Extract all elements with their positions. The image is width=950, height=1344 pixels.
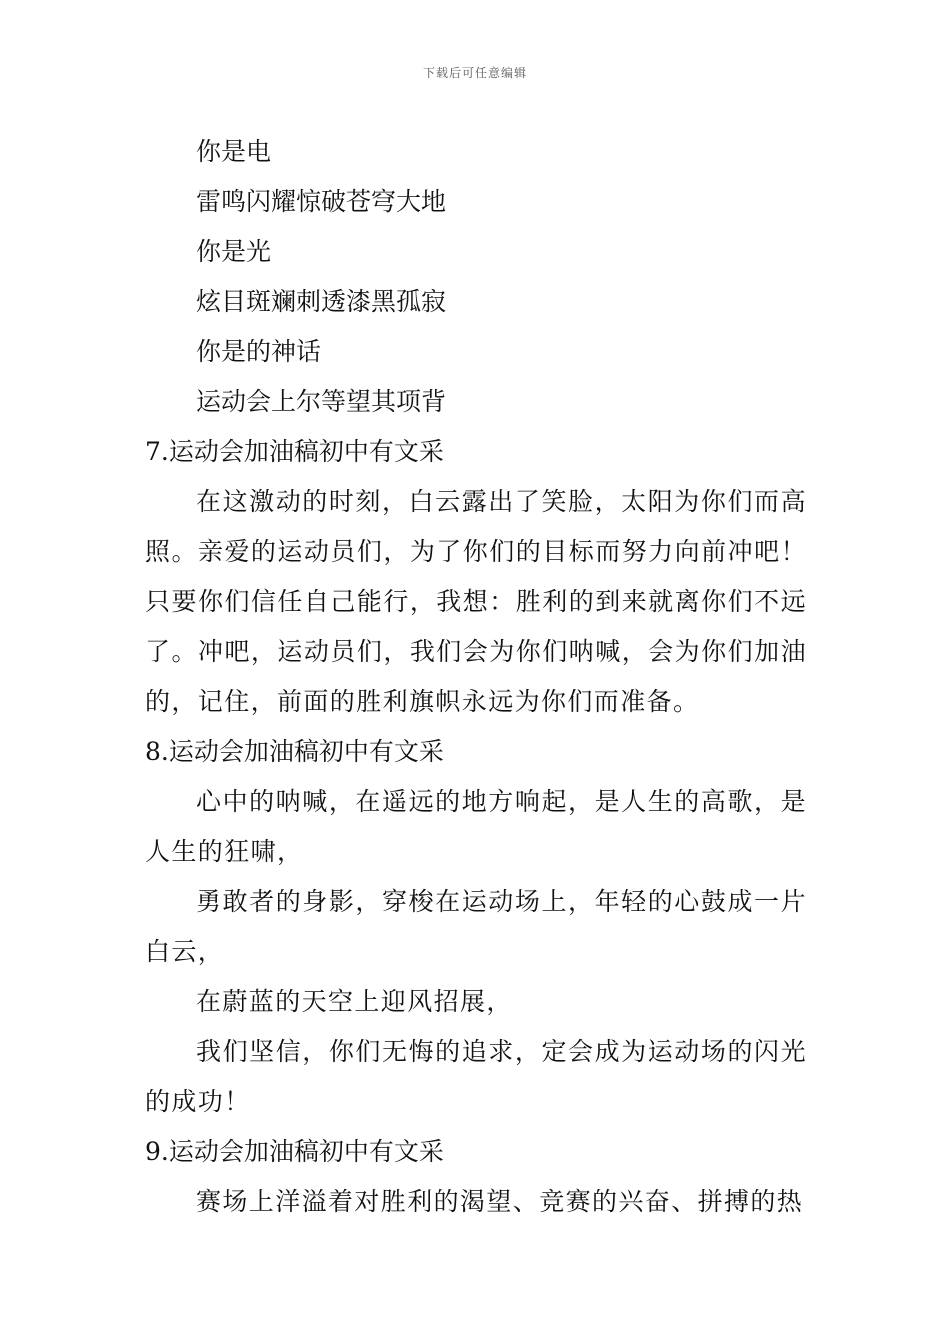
- section-8-paragraph: 在蔚蓝的天空上迎风招展，: [196, 987, 513, 1016]
- section-8-paragraph: 勇敢者的身影，穿梭在运动场上，年轻的心鼓成一片白云，: [145, 887, 807, 966]
- section-9-heading: 9.运动会加油稿初中有文采: [145, 1137, 444, 1166]
- section-9-paragraph: 赛场上洋溢着对胜利的渴望、竞赛的兴奋、拼搏的热: [196, 1187, 804, 1216]
- section-8-heading: 8.运动会加油稿初中有文采: [145, 737, 444, 766]
- section-8-paragraph: 我们坚信，你们无悔的追求，定会成为运动场的闪光的成功！: [145, 1037, 807, 1116]
- document-body: [145, 127, 807, 1227]
- section-8-paragraph: 心中的呐喊，在遥远的地方响起，是人生的高歌，是人生的狂啸，: [145, 787, 807, 866]
- page-header-watermark: 下载后可任意编辑: [422, 66, 527, 80]
- poem-line: 你是的神话: [196, 337, 322, 366]
- poem-line: 你是光: [196, 237, 272, 266]
- poem-line: 炫目斑斓刺透漆黑孤寂: [196, 287, 447, 316]
- poem-line: 雷鸣闪耀惊破苍穹大地: [196, 187, 447, 216]
- poem-line: 运动会上尔等望其项背: [196, 387, 447, 416]
- section-7-heading: 7.运动会加油稿初中有文采: [145, 437, 444, 466]
- poem-line: 你是电: [196, 137, 272, 166]
- section-7-paragraph: 在这激动的时刻，白云露出了笑脸，太阳为你们而高照。亲爱的运动员们，为了你们的目标而努力向前冲吧！只要你们信任自己能行，我想：胜利的到来就离你们不远了。冲吧，运动员们，我们会为你们呐喊，会为你们加油的，记住，前面的胜利旗帜永远为你们而准备。: [145, 487, 807, 716]
